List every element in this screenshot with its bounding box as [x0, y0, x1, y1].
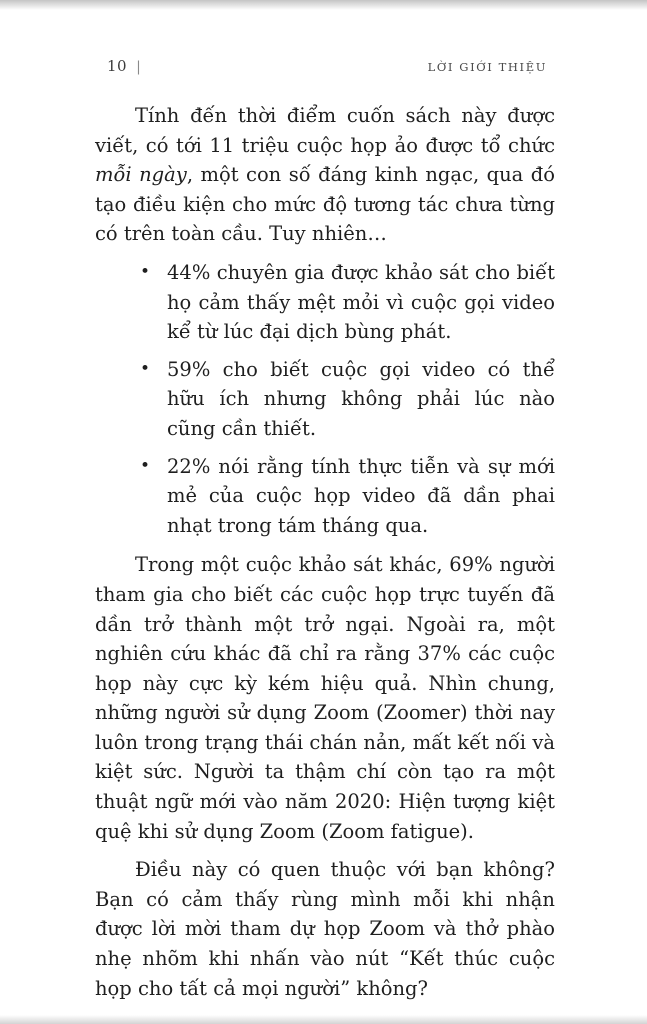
list-item — [95, 452, 555, 541]
list-item — [95, 355, 555, 444]
bullet-text-3: 22% nói rằng tính thực tiễn và sự mới mẻ của cuộc họp video đã dần phai nhạt trong tám tháng qua. — [167, 454, 555, 537]
page-edge-shadow-top — [0, 0, 647, 10]
bullet-icon: • — [140, 261, 151, 282]
page-content — [95, 101, 555, 1012]
paragraph-intro — [95, 101, 555, 249]
italic-phrase: mỗi ngày — [95, 163, 187, 187]
list-item — [95, 258, 555, 347]
bullet-list — [95, 258, 555, 540]
page-number-divider: | — [136, 59, 141, 75]
running-header — [107, 57, 547, 75]
paragraph-intro-text-1: Tính đến thời điểm cuốn sách này được viết, có tới 11 triệu cuộc họp ảo được tổ chức — [95, 104, 555, 157]
paragraph-intro-text-2: , một con số đáng kinh ngạc, qua đó tạo điều kiện cho mức độ tương tác chưa từng có trên toàn cầu. Tuy nhiên… — [95, 163, 555, 246]
paragraph-question: Điều này có quen thuộc với bạn không? Bạn có cảm thấy rùng mình mỗi khi nhận được lời mời tham dự họp Zoom và thở phào nhẹ nhõm khi nhấn vào nút “Kết thúc cuộc họp cho tất cả mọi người” không? — [95, 858, 555, 1000]
bullet-icon: • — [140, 455, 151, 476]
bullet-icon: • — [140, 358, 151, 379]
page-number: 10 — [107, 57, 128, 75]
bullet-text-2: 59% cho biết cuộc gọi video có thể hữu ích nhưng không phải lúc nào cũng cần thiết. — [167, 357, 555, 440]
paragraph-survey: Trong một cuộc khảo sát khác, 69% người tham gia cho biết các cuộc họp trực tuyến đã dần trở thành một trở ngại. Ngoài ra, một nghiên cứu khác đã chỉ ra rằng 37% các cuộc họp này cực kỳ kém hiệu quả. Nhìn chung, những người sử dụng Zoom (Zoomer) thời nay luôn trong trạng thái chán nản, mất kết nối và kiệt sức. Người ta thậm chí còn tạo ra một thuật ngữ mới vào năm 2020: Hiện tượng kiệt quệ khi sử dụng Zoom (Zoom fatigue). — [95, 553, 555, 843]
page-edge-shadow-bottom — [0, 1015, 647, 1024]
page-number-group — [107, 57, 141, 75]
bullet-text-1: 44% chuyên gia được khảo sát cho biết họ cảm thấy mệt mỏi vì cuộc gọi video kể từ lúc đại dịch bùng phát. — [167, 260, 555, 344]
running-title: LỜI GIỚI THIỆU — [427, 60, 547, 74]
